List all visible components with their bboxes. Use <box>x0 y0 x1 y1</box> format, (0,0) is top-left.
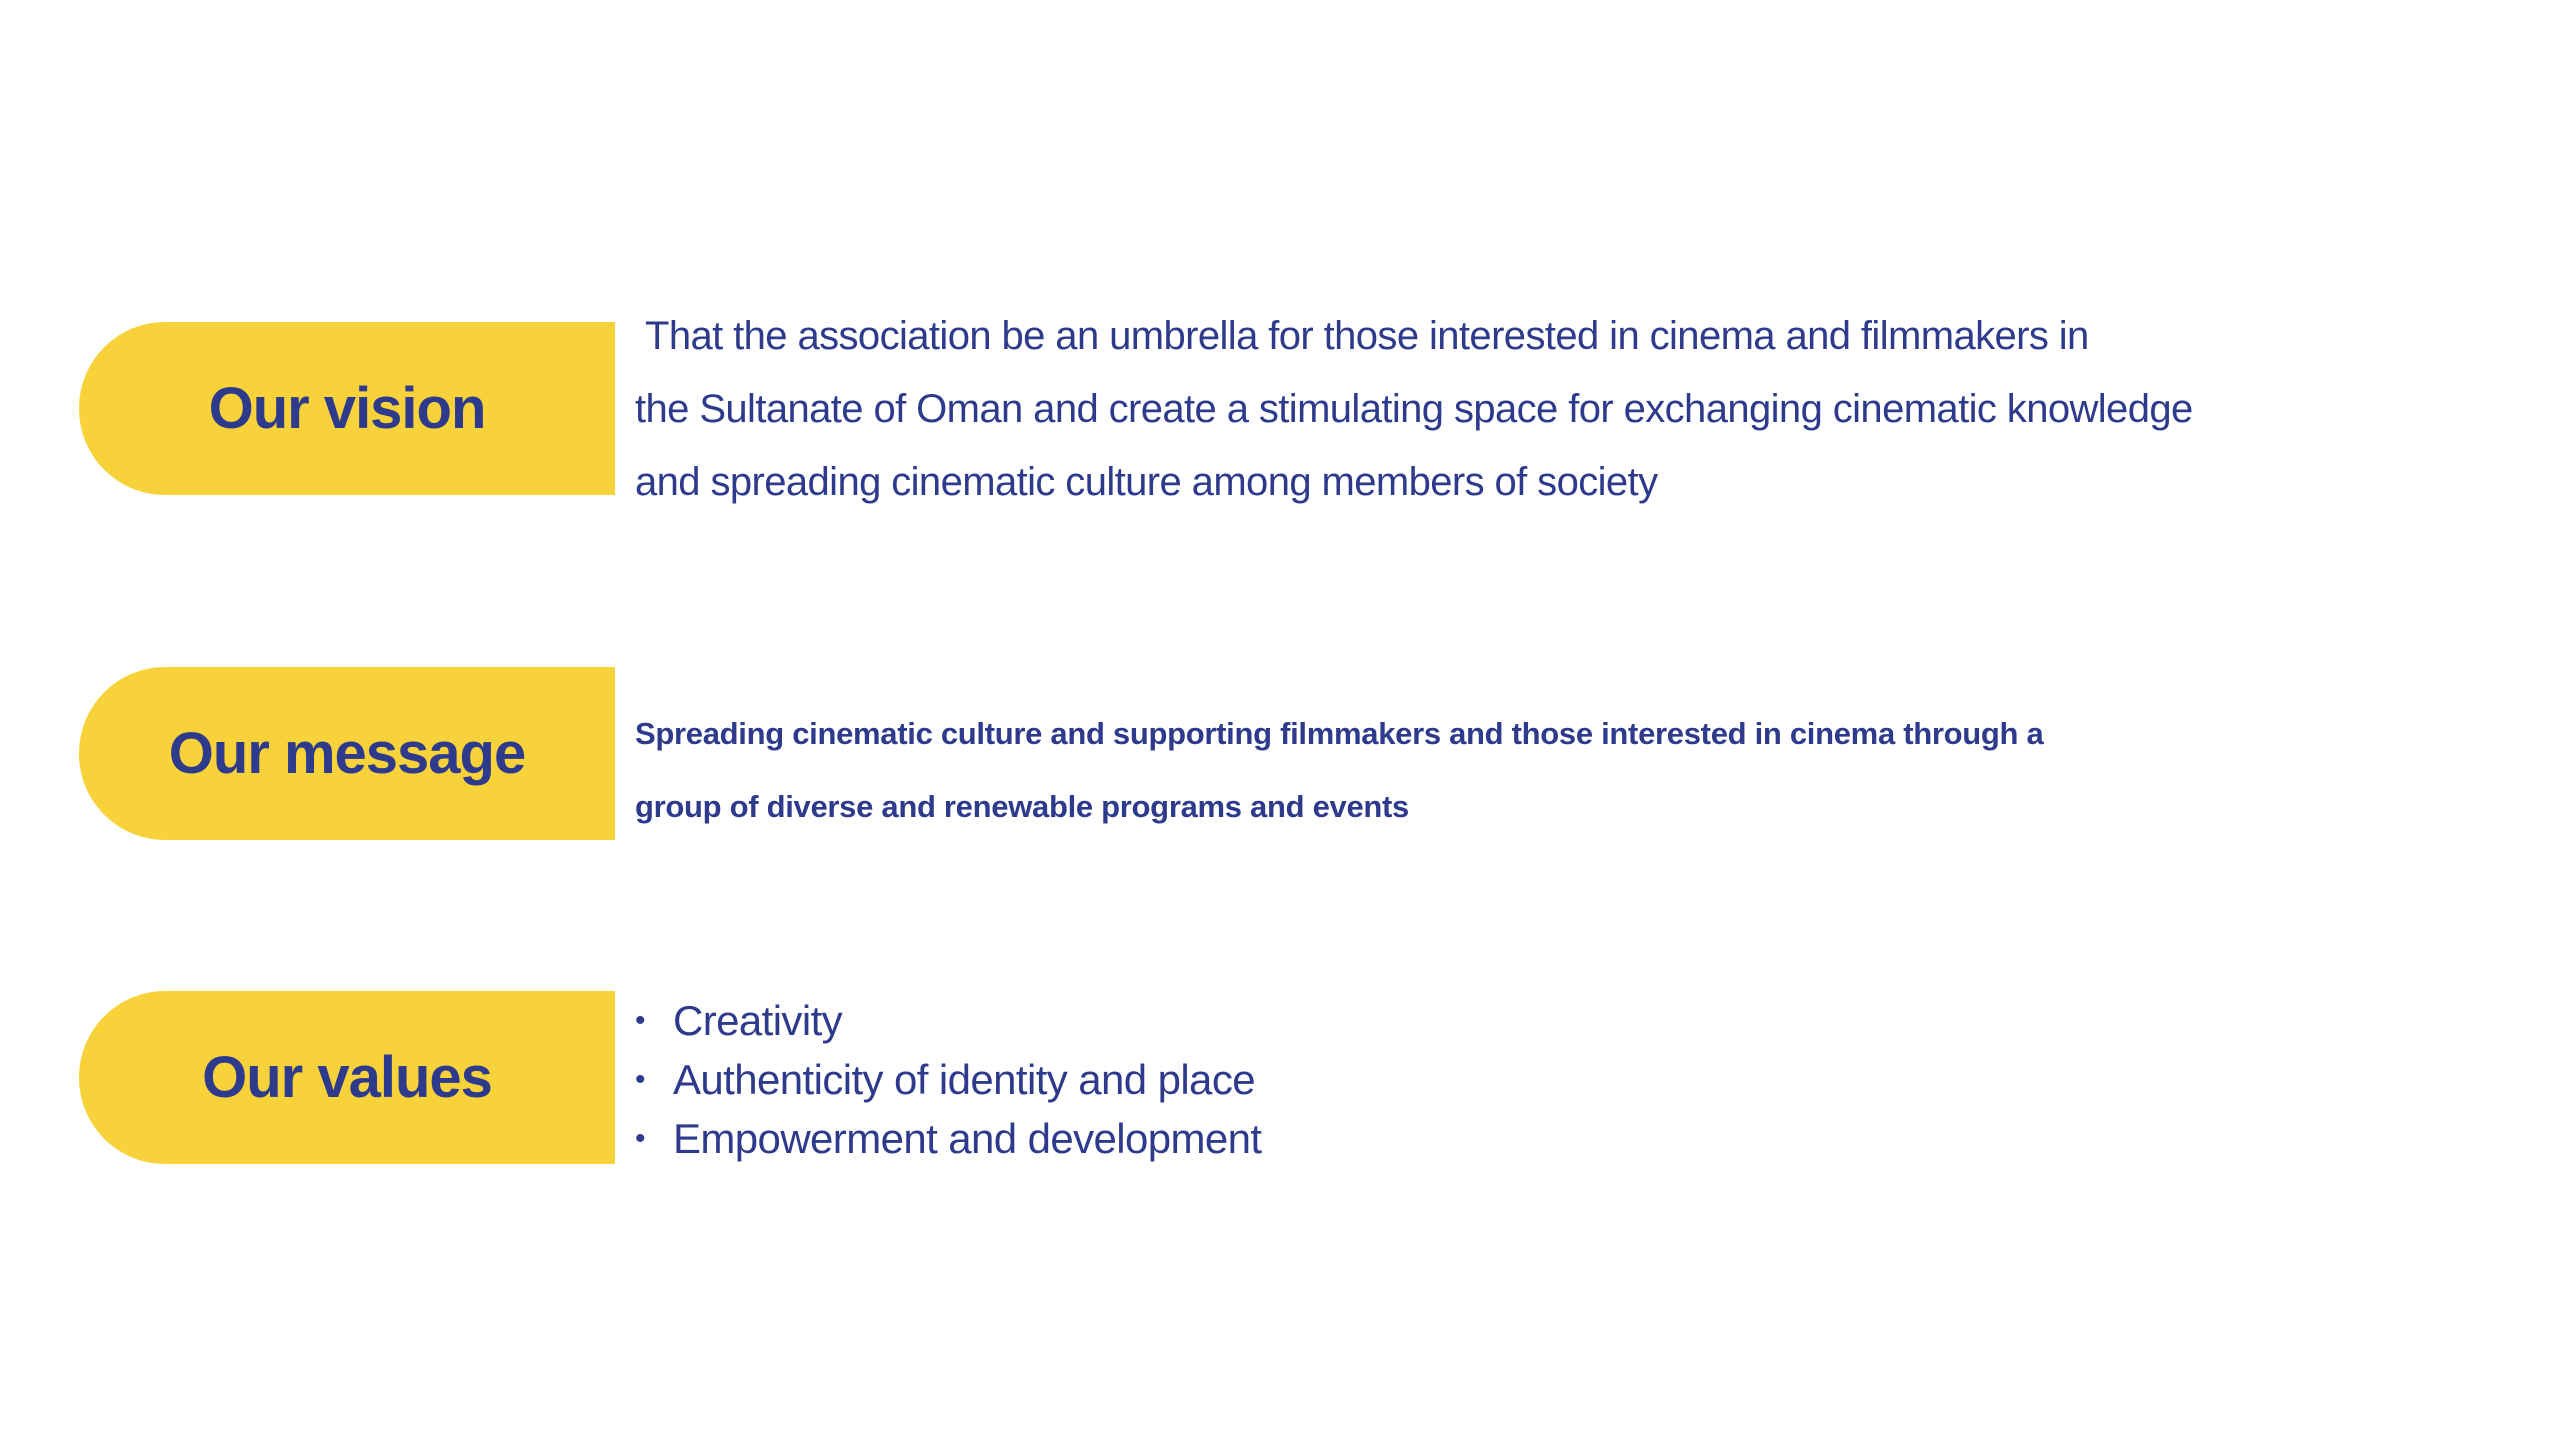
vision-label-box <box>79 322 615 495</box>
values-label: Our values <box>202 1045 492 1110</box>
message-line: group of diverse and renewable programs and events <box>635 789 1409 824</box>
value-item-text: Creativity <box>673 997 843 1044</box>
vision-text <box>635 300 2455 519</box>
vision-label: Our vision <box>208 376 486 441</box>
message-line: Spreading cinematic culture and supporting filmmakers and those interested in cinema through a <box>635 716 2044 751</box>
values-label-box <box>79 991 615 1164</box>
list-item <box>635 1109 1261 1168</box>
bullet-icon: • <box>635 1004 645 1037</box>
value-item-text: Empowerment and development <box>673 1115 1262 1162</box>
message-label: Our message <box>168 721 526 786</box>
message-text <box>635 697 2043 843</box>
list-item <box>635 1050 1261 1109</box>
vision-line: and spreading cinematic culture among members of society <box>635 460 1658 504</box>
bullet-icon: • <box>635 1063 645 1096</box>
vision-line: That the association be an umbrella for those interested in cinema and filmmakers in <box>645 314 2089 358</box>
values-list <box>635 991 1261 1168</box>
vision-line: the Sultanate of Oman and create a stimulating space for exchanging cinematic knowledge <box>635 387 2193 431</box>
message-label-box <box>79 667 615 840</box>
list-item <box>635 991 1261 1050</box>
bullet-icon: • <box>635 1122 645 1155</box>
value-item-text: Authenticity of identity and place <box>673 1056 1255 1103</box>
